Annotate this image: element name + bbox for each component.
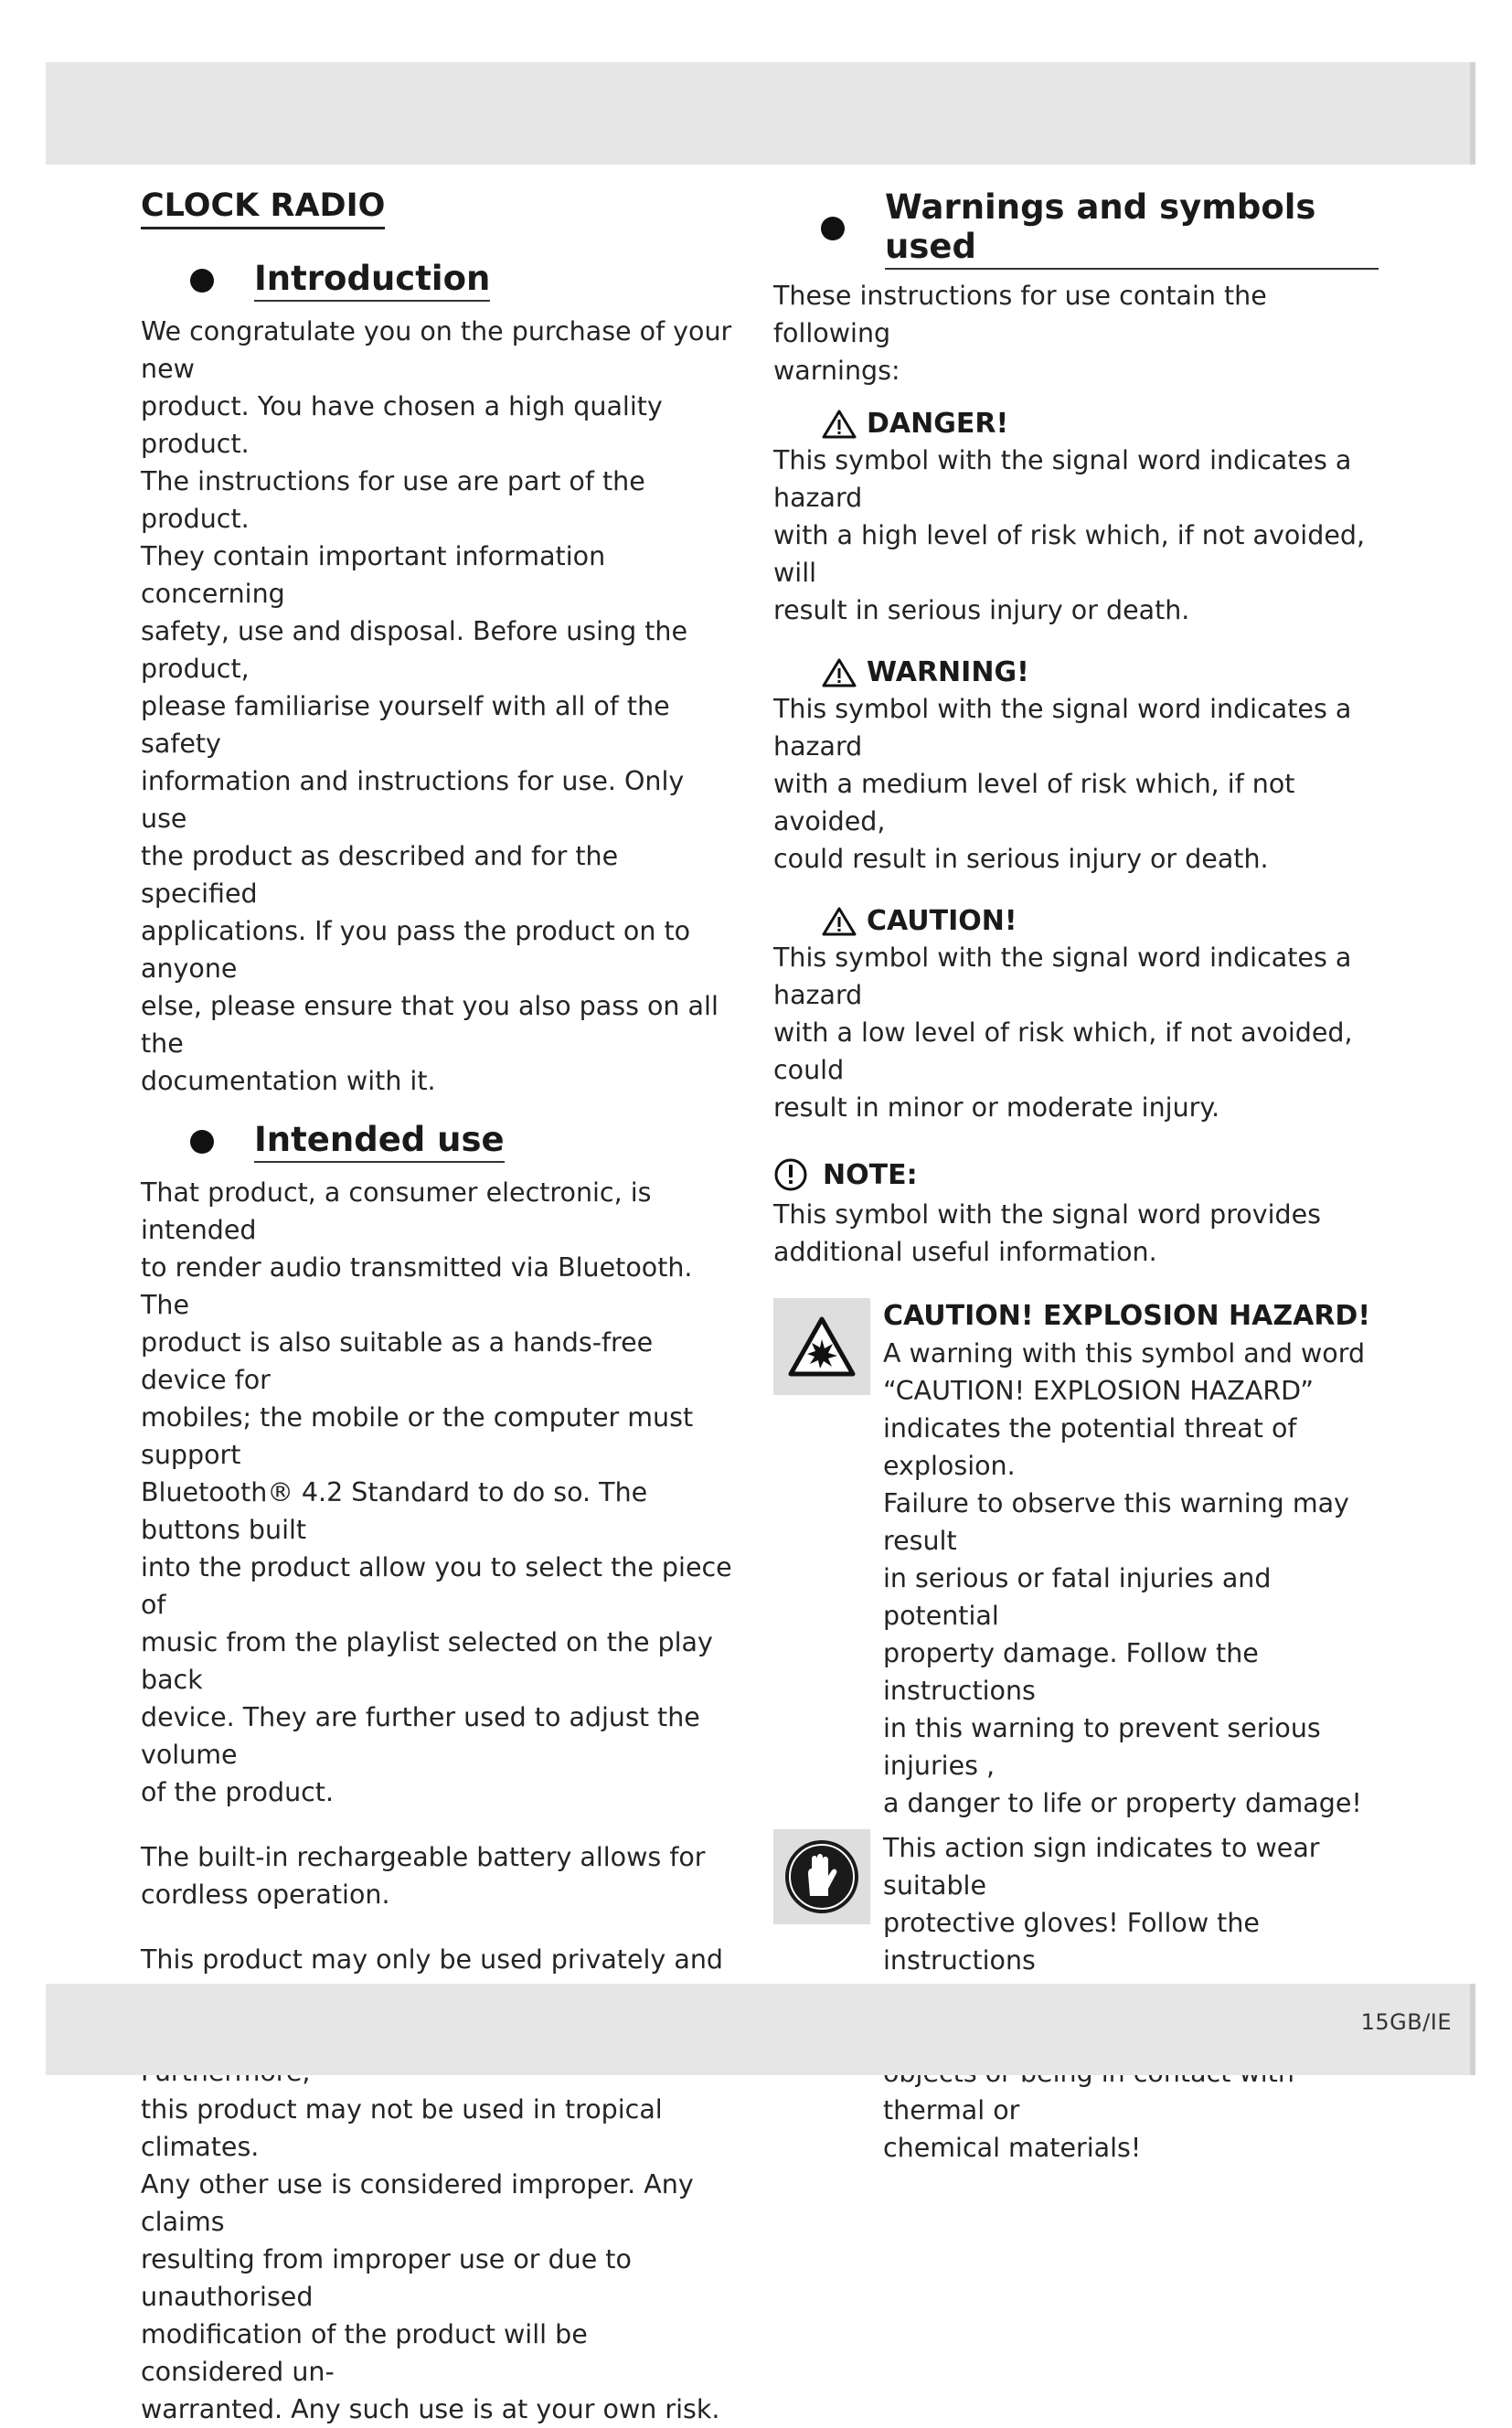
intended-use-paragraph-1: That product, a consumer electronic, is intended to render audio transmitted via Bluetooth. The product is also suitable as a hands-free device for mobiles; the mobile or the computer must support Bluetooth® 4.2 Standard to do so. The buttons built into the product allow you to select the piece of music from the playlist selected on the play back device. They are further used to adjust the volume of the product. bbox=[141, 1177, 732, 1807]
warning-description: This symbol with the signal word indicates a hazard with a medium level of risk which, if not avoided, could result in serious injury or death. bbox=[773, 694, 1352, 874]
caution-label: CAUTION! bbox=[821, 905, 1379, 937]
note-label: NOTE: bbox=[773, 1157, 1379, 1192]
intended-use-paragraph-3: This product may only be used privately and this product may not be used in tropical climates. Any other use is considered improper. Any claims resulting from improper use or due to unauthorised modification of the product will be considered un- warranted. Any such use is at your own risk. bbox=[141, 1944, 723, 2424]
exclamation-circle-icon bbox=[773, 1157, 808, 1192]
danger-label: DANGER! bbox=[821, 408, 1379, 440]
warning-triangle-icon bbox=[821, 657, 857, 688]
warnings-intro: These instructions for use contain the following warnings: bbox=[773, 281, 1267, 386]
explosion-hazard-block: CAUTION! EXPLOSION HAZARD! A warning with this symbol and word “CAUTION! EXPLOSION HAZARD” indicates the potential threat of explosion. Failure to observe this warning may result in serious or fatal injuries and potential property damage. Follow the instructions in this warning to prevent serious injuries , a danger to life or property damage! bbox=[773, 1298, 1379, 1822]
warning-triangle-icon bbox=[821, 409, 857, 440]
page-number: 15GB/IE bbox=[1360, 2009, 1452, 2035]
right-column bbox=[773, 187, 1379, 2167]
explosion-hazard-icon bbox=[773, 1298, 870, 1395]
protective-gloves-icon bbox=[773, 1829, 870, 1924]
left-column bbox=[141, 187, 735, 2428]
footer-band bbox=[46, 1984, 1475, 2075]
bullet-icon bbox=[190, 269, 214, 293]
bullet-icon bbox=[821, 217, 845, 240]
header-band bbox=[46, 62, 1475, 165]
warning-label: WARNING! bbox=[821, 656, 1379, 688]
note-description: This symbol with the signal word provides additional useful information. bbox=[773, 1199, 1321, 1267]
caution-description: This symbol with the signal word indicates a hazard with a low level of risk which, if not avoided, could result in minor or moderate injury. bbox=[773, 942, 1353, 1123]
protective-gloves-block: This action sign indicates to wear suitable protective gloves! Follow the instructions thermal or chemical materials! bbox=[773, 1829, 1379, 2167]
introduction-heading: Introduction bbox=[141, 259, 735, 302]
intended-use-paragraph-2: The built-in rechargeable battery allows for cordless operation. bbox=[141, 1842, 706, 1910]
document-title: CLOCK RADIO bbox=[141, 187, 735, 224]
danger-description: This symbol with the signal word indicates a hazard with a high level of risk which, if not avoided, will result in serious injury or death. bbox=[773, 445, 1365, 625]
introduction-paragraph: We congratulate you on the purchase of your new product. You have chosen a high quality product. The instructions for use are part of the product. They contain important information concerning safety, use and disposal. Before using the product, please familiarise yourself with all of the safety information and instructions for use. Only use the product as described and for the specified applications. If you pass the product on to anyone else, please ensure that you also pass on all the documentation with it. bbox=[141, 316, 732, 1096]
intended-use-heading: Intended use bbox=[141, 1120, 735, 1163]
bullet-icon bbox=[190, 1130, 214, 1154]
warnings-heading: Warnings and symbols used bbox=[773, 187, 1379, 270]
warning-triangle-icon bbox=[821, 906, 857, 937]
